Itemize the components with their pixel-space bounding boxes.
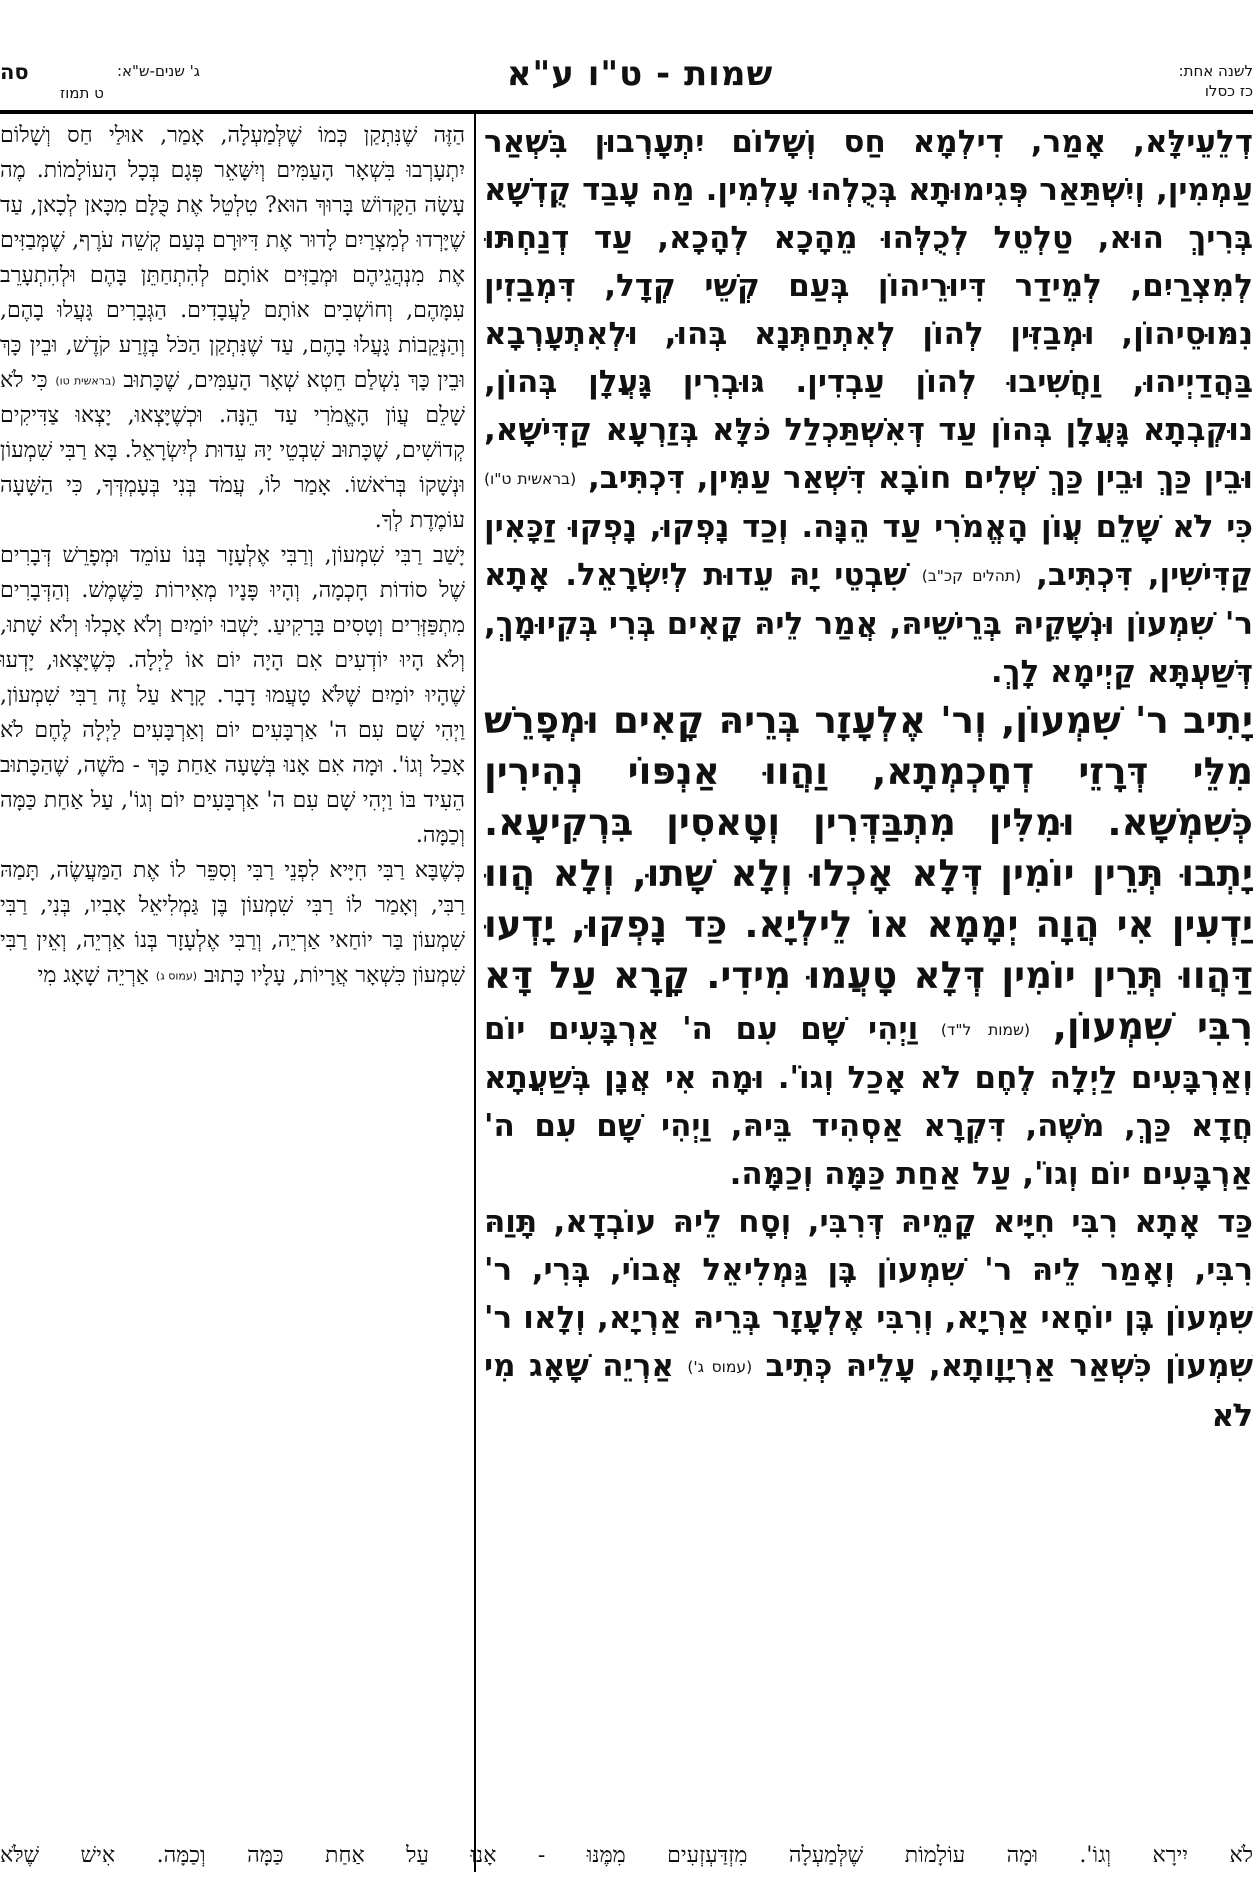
citation: (עמוס ג) [155, 969, 198, 983]
page-number: סה [0, 60, 29, 84]
header-left [0, 62, 200, 108]
footer-continuation: לֹא יִירָא וְגוֹ'. וּמָה עוֹלָמוֹת שֶׁלְּמַעְלָה מִזְדַּעְזְעִים מִמֶּנּוּ - אָנוּ עַל אַחַת כַּמָּה וְכַמָּה. אִישׁ שֶׁלֹּא [0, 1843, 1253, 1868]
side-text: כְּשֶׁבָּא רַבִּי חִיָּיא לִפְנֵי רַבִּי וְסִפֵּר לוֹ אֶת הַמַּעֲשֶׂה, תָּמַהּ רַבִּי, וְאָמַר לוֹ רַבִּי שִׁמְעוֹן בֶּן גַּמְלִיאֵל אָבִיו, בְּנִי, רַבִּי שִׁמְעוֹן בַּר יוֹחַאי אַרְיֵה, וְרַבִּי אֶלְעָזָר בְּנוֹ אַרְיֵה, וְאֵין רַבִּי שִׁמְעוֹן כִּשְׁאָר אֲרָיוֹת, עָלָיו כָּתוּב [0, 858, 465, 989]
column-divider [474, 114, 476, 1872]
main-text: כַּד אָתָא רִבִּי חִיָּיא קָמֵיהּ דְּרִבִּי, וְסָח לֵיהּ עוֹבְדָא, תָּוַהּ רִבִּי, וְאָמַר לֵיהּ ר' שִׁמְעוֹן בֶּן גַּמְלִיאֵל אֲבוֹי, בְּרִי, ר' שִׁמְעוֹן בֶּן יוֹחָאי אַרְיָא, וְרִבִּי אֶלְעָזָר בְּרֵיהּ אַרְיָא, וְלָאו ר' שִׁמְעוֹן כִּשְׁאַר אַרְיָוָותָא, עָלֵיהּ כְּתִיב [484, 1204, 1253, 1385]
main-text: וַיְהִי שָׁם עִם ה' אַרְבָּעִים יוֹם וְאַרְבָּעִים לַיְלָה לֶחֶם לֹא אָכַל וְגוֹ'. וּמָה אִי אֲנָן בְּשַׁעֲתָא חֲדָא כַּךְ, מֹשֶׁה, דִּקְרָא אַסְהִיד בֵּיהּ, וַיְהִי שָׁם עִם ה' אַרְבָּעִים יוֹם וְגוֹ', עַל אַחַת כַּמָּה וְכַמָּה. [484, 1011, 1253, 1193]
main-column [484, 118, 1253, 1882]
main-paragraph-3 [484, 1198, 1253, 1439]
side-text: אַרְיֵה שָׁאָג מִי [37, 963, 149, 989]
side-paragraph-2 [0, 538, 465, 853]
side-text: כִּי לֹא שָׁלֵם עֲוֹן הָאֱמֹרִי עַד הֵנָּה. וּכְשֶׁיָּצְאוּ, יָצְאוּ צַדִּיקִים קְדוֹשִׁים, שֶׁכָּתוּב שִׁבְטֵי יָהּ עֵדוּת לְיִשְׂרָאֵל. בָּא רַבִּי שִׁמְעוֹן וּנְשָׁקוֹ בְּרֹאשׁוֹ. אָמַר לוֹ, עֲמֹד בְּנִי בְּעָמְדְּךָ, כִּי הַשָּׁעָה עוֹמֶדֶת לְךָ. [0, 368, 465, 534]
citation: (בראשית טו) [55, 374, 116, 388]
one-year-label: לשנה אחת: [1178, 62, 1253, 80]
header-rule [0, 110, 1253, 114]
side-text: הַזֶּה שֶׁנִּתְקַן כְּמוֹ שֶׁלְּמַעְלָה, אָמַר, אוּלַי חַס וְשָׁלוֹם יִתְעָרְבוּ בִּשְׁאָר הָעַמִּים וְיִשָּׁאֵר פְּגָם בְּכָל הָעוֹלָמוֹת. מֶה עָשָׂה הַקָּדוֹשׁ בָּרוּךְ הוּא? טִלְטֵל אֶת כֻּלָּם מִכָּאן לְכָאן, עַד שֶׁיָּרְדוּ לְמִצְרַיִם לָדוּר אֶת דִּיּוּרָם בְּעַם קְשֵׁה עֹרֶף, שֶׁמְּבַזִּים אֶת מִנְהֲגֵיהֶם וּמְבַזִּים אוֹתָם לְהִתְחַתֵּן בָּהֶם וּלְהִתְעָרֵב עִמָּהֶם, וְחוֹשְׁבִים אוֹתָם לַעֲבָדִים. הַגְּבָרִים גָּעֲלוּ בָהֶם, וְהַנְּקֵבוֹת גָּעֲלוּ בָהֶם, עַד שֶׁנִּתְקַן הַכֹּל בְּזֶרַע קֹדֶשׁ, וּבֵין כָּךְ וּבֵין כָּךְ נִשְׁלַם חֵטְא שְׁאָר הָעַמִּים, שֶׁכָּתוּב [0, 123, 465, 393]
citation: (שמות ל"ד) [940, 1021, 1031, 1040]
three-years-date: ט תמוז [60, 84, 104, 102]
header-right [1093, 62, 1253, 108]
translation-column [0, 118, 465, 1882]
main-text: דְלֵעֵילָּא, אָמַר, דִילְמָא חַס וְשָׁלוֹם יִתְעָרְבוּן בִּשְׁאַר עַמְמִין, וְיִשְׁתַּאַר פְּגִימוּתָא בְּכֻלְהוּ עָלְמִין. מַה עָבַד קֻדְשָׁא בְּרִיךְ הוּא, טַלְטֵל לְכֻלְּהוּ מֵהָכָא לְהָכָא, עַד דְנַחְתּוּ לְמִצְרַיִם, לְמֵידַר דִּיוּרֵיהוֹן בְּעַם קְשֵׁי קְדָל, דִּמְבַזִין נִמּוּסֵיהוֹן, וּמְבַזִּין לְהוֹן לְאִתְחַתְּנָא בְּהוּ, וּלְאִתְעָרְבָא בַּהֲדַיְיהוּ, וַחֲשִׁיבוּ לְהוֹן עַבְדִין. גּוּבְרִין גָּעֲלָן בְּהוֹן, נוּקְבְתָא גָּעֲלָן בְּהוֹן עַד דְּאִשְׁתַּכְלַל כֹּלָּא בְּזַרְעָא קַדִּישָׁא, וּבֵין כַּךְ וּבֵין כַּךְ שְׁלִים חוֹבָא דִּשְׁאַר עַמִּין, דִּכְתִּיב, [484, 124, 1253, 496]
three-years-label: ג' שנים-ש"א: [116, 62, 200, 80]
page-title: שמות - ט"ו ע"א [506, 54, 774, 94]
one-year-date: כז כסלו [1204, 82, 1253, 100]
citation: (תהלים קכ"ב) [921, 567, 1022, 586]
side-text: יָשַׁב רַבִּי שִׁמְעוֹן, וְרַבִּי אֶלְעָזָר בְּנוֹ עוֹמֵד וּמְפָרֵשׁ דְּבָרִים שֶׁל סוֹדוֹת חָכְמָה, וְהָיוּ פָּנָיו מְאִירוֹת כַּשֶּׁמֶשׁ. וְהַדְּבָרִים מִתְפַּזְּרִים וְטָסִים בָּרָקִיעַ. יָשְׁבוּ יוֹמַיִם וְלֹא אָכְלוּ וְלֹא שָׁתוּ, וְלֹא הָיוּ יוֹדְעִים אִם הָיָה יוֹם אוֹ לַיְלָה. כְּשֶׁיָּצְאוּ, יָדְעוּ שֶׁהָיוּ יוֹמַיִם שֶׁלֹּא טָעֲמוּ דָבָר. קָרָא עַל זֶה רַבִּי שִׁמְעוֹן, וַיְהִי שָׁם עִם ה' אַרְבָּעִים יוֹם וְאַרְבָּעִים לַיְלָה לֶחֶם לֹא אָכַל וְגוֹ'. וּמָה אִם אָנוּ בְּשָׁעָה אַחַת כָּךְ - מֹשֶׁה, שֶׁהַכָּתוּב הֵעִיד בּוֹ וַיְהִי שָׁם עִם ה' אַרְבָּעִים יוֹם וְגוֹ', עַל אַחַת כַּמָּה וְכַמָּה. [0, 543, 465, 849]
main-text: כִּי לֹא שָׁלֵם עֲוֹן הָאֱמֹרִי עַד הֵנָּה. וְכַד נָפְקוּ, נָפְקוּ זַכָּאִין קַדִּישִׁין, דִּכְתִּיב, [484, 509, 1253, 594]
main-text: יָתִיב ר' שִׁמְעוֹן, וְר' אֶלְעָזָר בְּרֵיהּ קָאִים וּמְפָרֵשׁ מִלֵּי דְּרָזֵי דְחָכְמְתָא, וַהֲווּ אַנְפּוֹי נְהִירִין כְּשִׁמְשָׁא. וּמִלִּין מִתְבַּדְּרִין וְטָאסִין בִּרְקִיעָא. יָתְבוּ תְּרֵין יוֹמִין דְּלָא אָכְלוּ וְלָא שָׁתוּ, וְלָא הֲווּ יַדְעִין אִי הֲוָה יְמָמָא אוֹ לֵילְיָא. כַּד נָפְקוּ, יָדְעוּ דַּהֲווּ תְּרֵין יוֹמִין דְּלָא טָעֲמוּ מִידִי. קָרָא עַל דָּא רִבִּי שִׁמְעוֹן, [484, 698, 1253, 1049]
side-paragraph-3 [0, 853, 465, 993]
main-paragraph-1 [484, 118, 1253, 696]
side-paragraph-1 [0, 118, 465, 538]
main-paragraph-2 [484, 696, 1253, 1198]
main-text: אַרְיֵה שָׁאָג מִי לֹא [484, 1348, 1253, 1434]
main-text: שִׁבְטֵי יָהּ עֵדוּת לְיִשְׂרָאֵל. אָתָא ר' שִׁמְעוֹן וּנְשָׁקֵיהּ בְּרֵישֵׁיהּ, אֲמַר לֵיהּ קָאִים בְּרִי בְּקִיוּמָךְ, דְּשַׁעְתָּא קַיְימָא לָךְ. [484, 557, 1253, 691]
citation: (בראשית ט"ו) [484, 470, 577, 489]
citation: (עמוס ג') [687, 1358, 753, 1377]
